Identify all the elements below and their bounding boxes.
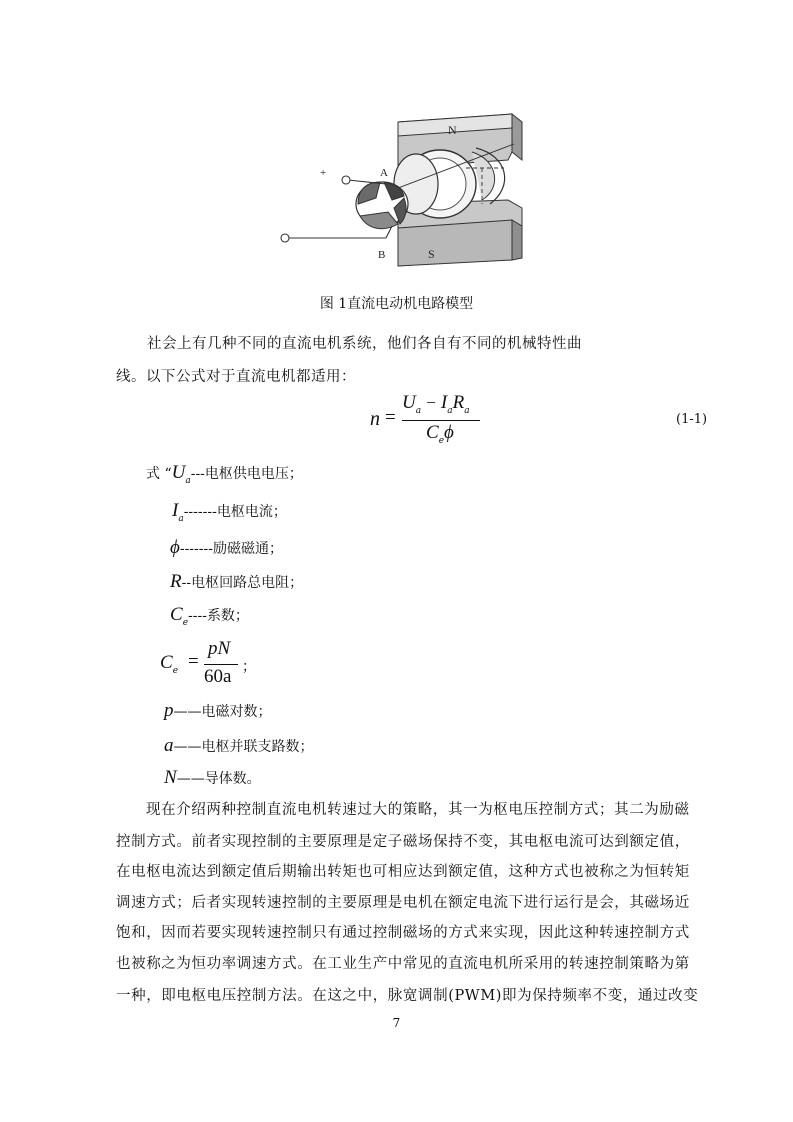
def-row-ia: $I_a-------$电枢电流； (172, 500, 287, 524)
dc-motor-diagram (276, 108, 528, 272)
page-number: 7 (392, 1016, 401, 1030)
label-plus: + (320, 167, 327, 179)
body-line-7: 一种，即电枢电压控制方法。在这之中，脉宽调制(PWM)即为保持频率不变，通过改变 (116, 988, 699, 1004)
eq-equals: = (385, 407, 396, 428)
eq-denominator: $C_e\phi$ (426, 422, 454, 446)
body-line-6: 也被称之为恒功率调速方式。在工业生产中常见的直流电机所采用的转速控制策略为第 (116, 956, 690, 972)
intro-line-1: 社会上有几种不同的直流电机系统，他们各自有不同的机械特性曲 (147, 336, 582, 352)
body-line-5: 饱和，因而若要实现转速控制只有通过控制磁场的方式来实现，因此这种转速控制方式 (116, 925, 690, 941)
def-row-a: a——电枢并联支路数； (164, 735, 314, 756)
ce-denominator: 60a (204, 666, 232, 687)
def-row-ua: 式 “$U_a---$电枢供电电压； (146, 462, 303, 486)
label-b: B (378, 249, 386, 261)
eq-numerator: $U_a - I_aR_a$ (402, 392, 470, 416)
body-line-3: 在电枢电流达到额定值后期输出转矩也可相应达到额定值，这种方式也被称之为恒转矩 (116, 864, 690, 880)
ce-numerator: pN (208, 638, 231, 659)
label-a: A (380, 167, 388, 179)
def-row-r: R--电枢回路总电阻； (170, 571, 304, 592)
figure-caption: 图 1直流电动机电路模型 (319, 296, 474, 312)
body-line-2: 控制方式。前者实现控制的主要原理是定子磁场保持不变，其电枢电流可达到额定值， (116, 834, 690, 850)
equation-1-1 (370, 392, 490, 452)
label-n: N (448, 123, 457, 137)
eq-lhs: n (370, 408, 380, 430)
dc-motor-figure (276, 108, 528, 272)
def-row-ce: $C_e----$系数； (170, 604, 249, 628)
equation-number: (1-1) (676, 412, 708, 427)
intro-line-2: 线。以下公式对于直流电机都适用： (116, 369, 356, 385)
eq-fraction-bar (402, 420, 480, 421)
ce-formula: $C_e$ = pN 60a ； (160, 638, 256, 687)
def-row-p: p——电磁对数； (164, 700, 272, 721)
def-row-phi: ϕ-------励磁磁通； (170, 537, 283, 558)
body-line-4: 调速方式；后者实现转速控制的主要原理是电机在额定电流下进行运行是会，其磁场近 (116, 895, 690, 911)
label-s: S (428, 247, 435, 261)
ce-fraction-bar (204, 664, 238, 665)
body-line-1: 现在介绍两种控制直流电机转速过大的策略，其一为枢电压控制方式；其二为励磁 (146, 802, 690, 818)
def-row-n: N——导体数。 (164, 767, 261, 788)
